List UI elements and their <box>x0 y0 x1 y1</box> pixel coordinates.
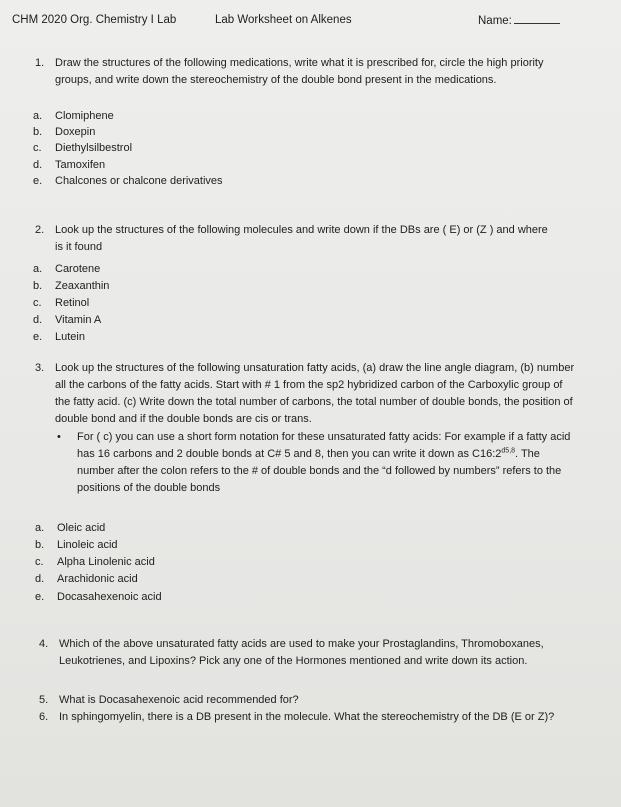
question-number: 2. <box>35 224 45 236</box>
list-item: d. Vitamin A <box>33 314 102 326</box>
list-item: e. Docasahexenoic acid <box>35 591 162 603</box>
list-item: d. Arachidonic acid <box>35 573 138 585</box>
question-number: 1. <box>35 57 45 69</box>
question-text: Look up the structures of the following molecules and write down if the DBs are ( E) or (Z ) and where is it found <box>55 224 548 253</box>
list-item: b. Linoleic acid <box>35 539 118 551</box>
question-1 <box>35 55 555 89</box>
worksheet-title: Lab Worksheet on Alkenes <box>215 14 352 26</box>
list-item: a. Carotene <box>33 263 101 275</box>
question-text: Which of the above unsaturated fatty acids are used to make your Prostaglandins, Thromoboxanes, Leukotrienes, and Lipoxins? Pick any one of the Hormones mentioned and write down its action. <box>59 638 544 667</box>
bullet-icon: • <box>57 431 61 443</box>
question-number: 3. <box>35 362 45 374</box>
question-5 <box>39 692 559 709</box>
question-text: Look up the structures of the following unsaturation fatty acids, (a) draw the line angle diagram, (b) number all the carbons of the fatty acids. Start with # 1 from the sp2 hybridized carbon of the Carboxylic group of the fatty acid. (c) Write down the total number of carbons, the total number of double bonds, the position of double bond and if the double bonds are cis or trans. <box>55 362 575 425</box>
question-text: In sphingomyelin, there is a DB present in the molecule. What the stereochemistry of the DB (E or Z)? <box>59 711 555 723</box>
note-superscript: d5,8 <box>501 447 516 455</box>
list-item: a. Oleic acid <box>35 522 106 534</box>
list-item: e. Lutein <box>33 331 85 343</box>
list-item: b. Zeaxanthin <box>33 280 110 292</box>
list-item: c. Diethylsilbestrol <box>33 142 133 154</box>
name-label: Name: <box>478 15 512 27</box>
list-item: c. Alpha Linolenic acid <box>35 556 155 568</box>
name-field <box>478 14 560 27</box>
list-item: a. Clomiphene <box>33 110 114 122</box>
question-3 <box>35 360 575 428</box>
name-blank-line <box>514 14 560 24</box>
course-title: CHM 2020 Org. Chemistry I Lab <box>12 14 177 26</box>
question-number: 5. <box>39 694 49 706</box>
note-text-part1: For ( c) you can use a short form notation for these unsaturated fatty acids: For example if a fatty acid has 16 carbons and 2 double bonds at C# 5 and 8, then you can write it down as C16:2 <box>77 431 571 460</box>
question-2 <box>35 222 555 256</box>
list-item: e. Chalcones or chalcone derivatives <box>33 175 223 187</box>
list-item: d. Tamoxifen <box>33 159 106 171</box>
question-6 <box>39 709 579 726</box>
question-4 <box>39 636 559 670</box>
question-number: 4. <box>39 638 49 650</box>
list-item: b. Doxepin <box>33 126 96 138</box>
note-text-part2: . The number after the colon refers to the # of double bonds and the “d followed by numbers” refers to the positions of the double bonds <box>77 448 562 494</box>
list-item: c. Retinol <box>33 297 90 309</box>
note-bullet <box>57 429 572 497</box>
question-text: What is Docasahexenoic acid recommended for? <box>59 694 299 706</box>
question-text: Draw the structures of the following medications, write what it is prescribed for, circle the high priority groups, and write down the stereochemistry of the double bond present in the medications. <box>55 57 544 86</box>
question-number: 6. <box>39 711 49 723</box>
